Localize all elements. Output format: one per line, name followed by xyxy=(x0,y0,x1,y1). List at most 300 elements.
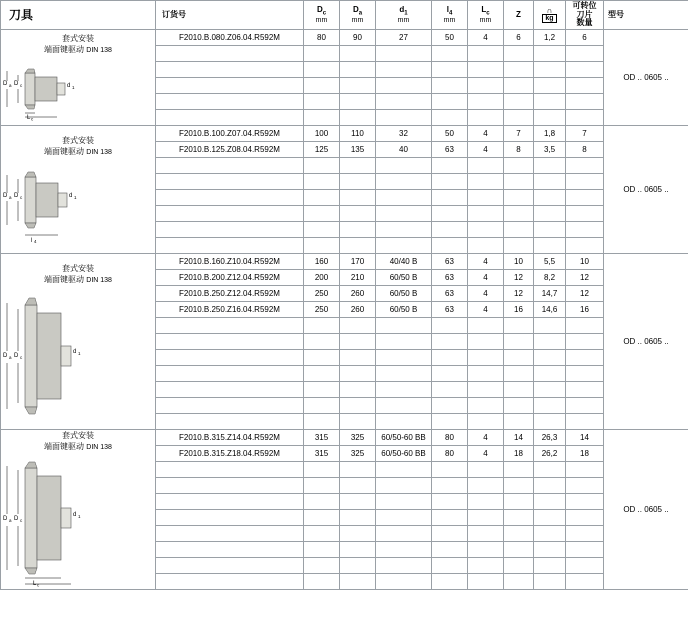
column-header-type: 型号 xyxy=(604,1,688,30)
cell-blank xyxy=(304,62,340,78)
value-dc: 125 xyxy=(304,142,340,158)
column-header-order-no: 订货号 xyxy=(156,1,304,30)
cell-blank xyxy=(504,174,534,190)
svg-text:d: d xyxy=(67,83,71,90)
cell-blank xyxy=(534,558,566,574)
order-number: F2010.B.315.Z14.04.R592M xyxy=(156,430,304,446)
value-dc: 250 xyxy=(304,286,340,302)
cell-blank xyxy=(432,398,468,414)
value-da: 110 xyxy=(340,126,376,142)
cell-blank xyxy=(468,110,504,126)
svg-text:c: c xyxy=(31,116,34,122)
value-da: 135 xyxy=(340,142,376,158)
cell-blank xyxy=(534,238,566,254)
value-l4: 50 xyxy=(432,126,468,142)
cell-blank xyxy=(156,110,304,126)
svg-text:d: d xyxy=(73,512,77,519)
cell-blank xyxy=(340,46,376,62)
table-row xyxy=(1,30,688,46)
cell-blank xyxy=(504,526,534,542)
group-type-1: OD .. 0605 .. xyxy=(604,30,688,126)
cell-blank xyxy=(566,334,604,350)
value-weight: 5,5 xyxy=(534,254,566,270)
value-z: 12 xyxy=(504,270,534,286)
page-title: 刀具 xyxy=(1,1,156,30)
cell-blank xyxy=(156,414,304,430)
cell-blank xyxy=(376,414,432,430)
cell-blank xyxy=(340,350,376,366)
cell-blank xyxy=(504,414,534,430)
cell-blank xyxy=(432,334,468,350)
cell-blank xyxy=(304,78,340,94)
value-inserts: 12 xyxy=(566,286,604,302)
value-weight: 1,2 xyxy=(534,30,566,46)
cell-blank xyxy=(156,558,304,574)
cell-blank xyxy=(340,462,376,478)
cell-blank xyxy=(376,46,432,62)
cell-blank xyxy=(432,510,468,526)
cell-blank xyxy=(432,382,468,398)
cell-blank xyxy=(534,382,566,398)
table-row xyxy=(1,254,688,270)
cell-blank xyxy=(376,478,432,494)
cell-blank xyxy=(156,574,304,590)
column-header-d1: $d_1$ mm xyxy=(376,1,432,30)
cell-blank xyxy=(376,510,432,526)
value-d1: 40/40 B xyxy=(376,254,432,270)
value-d1: 60/50-60 BB xyxy=(376,446,432,462)
cell-blank xyxy=(468,46,504,62)
cell-blank xyxy=(504,462,534,478)
cell-blank xyxy=(566,494,604,510)
cell-blank xyxy=(504,334,534,350)
cell-blank xyxy=(504,510,534,526)
cell-blank xyxy=(468,478,504,494)
cell-blank xyxy=(534,62,566,78)
cell-blank xyxy=(566,46,604,62)
value-lc: 4 xyxy=(468,142,504,158)
cell-blank xyxy=(566,398,604,414)
cell-blank xyxy=(566,350,604,366)
cell-blank xyxy=(534,158,566,174)
column-header-weight: ∩ kg xyxy=(534,1,566,30)
value-l4: 63 xyxy=(432,254,468,270)
value-z: 10 xyxy=(504,254,534,270)
cell-blank xyxy=(534,574,566,590)
cell-blank xyxy=(340,574,376,590)
svg-text:D: D xyxy=(14,193,19,200)
value-z: 16 xyxy=(504,302,534,318)
cell-blank xyxy=(566,478,604,494)
value-l4: 80 xyxy=(432,446,468,462)
value-inserts: 8 xyxy=(566,142,604,158)
svg-text:1: 1 xyxy=(72,85,75,91)
cell-blank xyxy=(468,318,504,334)
order-number: F2010.B.080.Z06.04.R592M xyxy=(156,30,304,46)
cell-blank xyxy=(432,462,468,478)
group-description-2: 套式安装 端面键驱动 DIN 138 D a D c d 1 l 4 xyxy=(1,126,156,254)
cell-blank xyxy=(304,478,340,494)
cell-blank xyxy=(534,462,566,478)
svg-text:L: L xyxy=(27,115,31,122)
cell-blank xyxy=(156,350,304,366)
value-lc: 4 xyxy=(468,430,504,446)
value-lc: 4 xyxy=(468,126,504,142)
svg-text:c: c xyxy=(20,355,23,361)
cell-blank xyxy=(566,222,604,238)
cell-blank xyxy=(432,190,468,206)
order-number: F2010.B.100.Z07.04.R592M xyxy=(156,126,304,142)
cell-blank xyxy=(504,542,534,558)
value-dc: 315 xyxy=(304,430,340,446)
cell-blank xyxy=(504,350,534,366)
cell-blank xyxy=(468,414,504,430)
value-inserts: 10 xyxy=(566,254,604,270)
cell-blank xyxy=(304,222,340,238)
cell-blank xyxy=(566,382,604,398)
svg-text:a: a xyxy=(9,355,12,361)
order-number: F2010.B.250.Z16.04.R592M xyxy=(156,302,304,318)
cell-blank xyxy=(566,462,604,478)
cell-blank xyxy=(156,542,304,558)
svg-text:1: 1 xyxy=(78,351,81,357)
svg-text:1: 1 xyxy=(78,514,81,520)
value-l4: 80 xyxy=(432,430,468,446)
cell-blank xyxy=(534,190,566,206)
cell-blank xyxy=(534,206,566,222)
cell-blank xyxy=(432,526,468,542)
cell-blank xyxy=(376,190,432,206)
cell-blank xyxy=(468,94,504,110)
value-z: 7 xyxy=(504,126,534,142)
cell-blank xyxy=(376,238,432,254)
svg-text:L: L xyxy=(33,581,37,588)
cell-blank xyxy=(340,494,376,510)
cell-blank xyxy=(340,414,376,430)
cell-blank xyxy=(432,46,468,62)
cell-blank xyxy=(566,574,604,590)
cell-blank xyxy=(504,494,534,510)
cell-blank xyxy=(340,174,376,190)
cell-blank xyxy=(376,318,432,334)
cell-blank xyxy=(534,318,566,334)
cell-blank xyxy=(376,542,432,558)
cell-blank xyxy=(468,574,504,590)
cell-blank xyxy=(340,318,376,334)
order-number: F2010.B.315.Z18.04.R592M xyxy=(156,446,304,462)
cell-blank xyxy=(156,398,304,414)
svg-text:D: D xyxy=(14,353,19,360)
cell-blank xyxy=(566,366,604,382)
value-inserts: 12 xyxy=(566,270,604,286)
cell-blank xyxy=(304,382,340,398)
figure-cutter-medium xyxy=(1,163,155,243)
svg-text:d: d xyxy=(73,349,77,356)
value-z: 14 xyxy=(504,430,534,446)
cell-blank xyxy=(566,62,604,78)
cell-blank xyxy=(432,478,468,494)
cell-blank xyxy=(156,510,304,526)
cell-blank xyxy=(534,174,566,190)
cell-blank xyxy=(340,542,376,558)
cell-blank xyxy=(156,94,304,110)
cell-blank xyxy=(534,78,566,94)
value-z: 12 xyxy=(504,286,534,302)
cell-blank xyxy=(156,206,304,222)
cell-blank xyxy=(304,366,340,382)
svg-text:4: 4 xyxy=(34,239,37,244)
cell-blank xyxy=(566,526,604,542)
cell-blank xyxy=(156,158,304,174)
cell-blank xyxy=(156,174,304,190)
cell-blank xyxy=(376,462,432,478)
cell-blank xyxy=(156,382,304,398)
cell-blank xyxy=(376,158,432,174)
svg-text:c: c xyxy=(20,195,23,201)
value-lc: 4 xyxy=(468,286,504,302)
cell-blank xyxy=(468,190,504,206)
cell-blank xyxy=(566,110,604,126)
cell-blank xyxy=(534,414,566,430)
order-number: F2010.B.160.Z10.04.R592M xyxy=(156,254,304,270)
cell-blank xyxy=(156,46,304,62)
value-l4: 63 xyxy=(432,142,468,158)
cell-blank xyxy=(566,78,604,94)
value-d1: 60/50 B xyxy=(376,302,432,318)
cell-blank xyxy=(534,222,566,238)
cell-blank xyxy=(468,494,504,510)
cell-blank xyxy=(534,478,566,494)
cell-blank xyxy=(566,542,604,558)
cell-blank xyxy=(304,558,340,574)
cell-blank xyxy=(566,414,604,430)
cell-blank xyxy=(504,78,534,94)
value-z: 6 xyxy=(504,30,534,46)
cell-blank xyxy=(376,78,432,94)
cell-blank xyxy=(432,574,468,590)
value-da: 325 xyxy=(340,430,376,446)
cell-blank xyxy=(432,94,468,110)
column-header-l4: $l_4$ mm xyxy=(432,1,468,30)
cell-blank xyxy=(156,222,304,238)
svg-text:D: D xyxy=(3,81,8,88)
cell-blank xyxy=(340,238,376,254)
value-lc: 4 xyxy=(468,270,504,286)
cell-blank xyxy=(468,174,504,190)
cell-blank xyxy=(304,318,340,334)
value-dc: 315 xyxy=(304,446,340,462)
value-dc: 160 xyxy=(304,254,340,270)
cell-blank xyxy=(376,526,432,542)
cell-blank xyxy=(504,222,534,238)
cell-blank xyxy=(340,206,376,222)
table-row xyxy=(1,126,688,142)
value-l4: 50 xyxy=(432,30,468,46)
value-inserts: 14 xyxy=(566,430,604,446)
cell-blank xyxy=(156,494,304,510)
cell-blank xyxy=(304,398,340,414)
cell-blank xyxy=(340,62,376,78)
order-number: F2010.B.200.Z12.04.R592M xyxy=(156,270,304,286)
cell-blank xyxy=(432,206,468,222)
value-d1: 60/50 B xyxy=(376,270,432,286)
group-type-4: OD .. 0605 .. xyxy=(604,430,688,590)
cell-blank xyxy=(432,494,468,510)
cell-blank xyxy=(304,206,340,222)
cell-blank xyxy=(504,190,534,206)
cell-blank xyxy=(566,158,604,174)
cell-blank xyxy=(566,190,604,206)
cell-blank xyxy=(376,382,432,398)
cell-blank xyxy=(566,510,604,526)
group-description-1: 套式安装 端面键驱动 DIN 138 D a D c d 1 L c xyxy=(1,30,156,126)
group-type-2: OD .. 0605 .. xyxy=(604,126,688,254)
svg-text:c: c xyxy=(37,582,40,588)
value-d1: 60/50 B xyxy=(376,286,432,302)
cell-blank xyxy=(504,62,534,78)
cell-blank xyxy=(340,510,376,526)
cell-blank xyxy=(304,574,340,590)
value-weight: 3,5 xyxy=(534,142,566,158)
cell-blank xyxy=(432,542,468,558)
cell-blank xyxy=(156,62,304,78)
value-weight: 26,2 xyxy=(534,446,566,462)
value-lc: 4 xyxy=(468,302,504,318)
cell-blank xyxy=(432,366,468,382)
cell-blank xyxy=(340,94,376,110)
value-lc: 4 xyxy=(468,30,504,46)
cell-blank xyxy=(468,206,504,222)
value-da: 260 xyxy=(340,286,376,302)
cell-blank xyxy=(340,382,376,398)
cell-blank xyxy=(376,222,432,238)
cell-blank xyxy=(156,78,304,94)
value-weight: 8,2 xyxy=(534,270,566,286)
cell-blank xyxy=(376,574,432,590)
order-number: F2010.B.125.Z08.04.R592M xyxy=(156,142,304,158)
cell-blank xyxy=(304,542,340,558)
value-inserts: 6 xyxy=(566,30,604,46)
svg-text:a: a xyxy=(9,195,12,201)
cell-blank xyxy=(566,238,604,254)
column-header-lc: $L_c$ mm xyxy=(468,1,504,30)
svg-text:D: D xyxy=(3,353,8,360)
cell-blank xyxy=(156,478,304,494)
value-inserts: 7 xyxy=(566,126,604,142)
cell-blank xyxy=(376,334,432,350)
svg-text:1: 1 xyxy=(74,195,77,201)
cell-blank xyxy=(504,94,534,110)
cell-blank xyxy=(156,462,304,478)
value-l4: 63 xyxy=(432,302,468,318)
value-weight: 1,8 xyxy=(534,126,566,142)
value-l4: 63 xyxy=(432,286,468,302)
group-description-4: 套式安装 端面键驱动 DIN 138 D a D c d 1 L c xyxy=(1,430,156,590)
cell-blank xyxy=(566,558,604,574)
cell-blank xyxy=(504,398,534,414)
cell-blank xyxy=(504,158,534,174)
table-header-row xyxy=(1,1,688,30)
value-lc: 4 xyxy=(468,254,504,270)
value-d1: 60/50-60 BB xyxy=(376,430,432,446)
cell-blank xyxy=(432,558,468,574)
cell-blank xyxy=(504,238,534,254)
cell-blank xyxy=(304,46,340,62)
svg-text:d: d xyxy=(69,193,73,200)
cell-blank xyxy=(304,494,340,510)
cell-blank xyxy=(534,510,566,526)
value-z: 8 xyxy=(504,142,534,158)
cell-blank xyxy=(432,110,468,126)
cell-blank xyxy=(468,222,504,238)
cell-blank xyxy=(156,190,304,206)
group-description-3: 套式安装 端面键驱动 DIN 138 D a D c d 1 xyxy=(1,254,156,430)
cell-blank xyxy=(376,398,432,414)
value-weight: 14,7 xyxy=(534,286,566,302)
value-d1: 40 xyxy=(376,142,432,158)
value-da: 90 xyxy=(340,30,376,46)
cell-blank xyxy=(504,366,534,382)
cell-blank xyxy=(504,206,534,222)
svg-text:D: D xyxy=(14,516,19,523)
value-dc: 80 xyxy=(304,30,340,46)
cell-blank xyxy=(504,478,534,494)
cell-blank xyxy=(304,94,340,110)
cell-blank xyxy=(468,526,504,542)
value-dc: 100 xyxy=(304,126,340,142)
cell-blank xyxy=(504,46,534,62)
cell-blank xyxy=(156,238,304,254)
cell-blank xyxy=(432,62,468,78)
cell-blank xyxy=(156,366,304,382)
cell-blank xyxy=(534,334,566,350)
svg-text:D: D xyxy=(3,193,8,200)
value-weight: 26,3 xyxy=(534,430,566,446)
cell-blank xyxy=(534,526,566,542)
cell-blank xyxy=(432,222,468,238)
cell-blank xyxy=(468,158,504,174)
value-lc: 4 xyxy=(468,446,504,462)
cell-blank xyxy=(468,382,504,398)
cell-blank xyxy=(304,190,340,206)
cell-blank xyxy=(304,510,340,526)
value-inserts: 18 xyxy=(566,446,604,462)
cell-blank xyxy=(340,478,376,494)
value-inserts: 16 xyxy=(566,302,604,318)
value-weight: 14,6 xyxy=(534,302,566,318)
cell-blank xyxy=(376,558,432,574)
cell-blank xyxy=(504,110,534,126)
cell-blank xyxy=(340,110,376,126)
cell-blank xyxy=(468,334,504,350)
cell-blank xyxy=(468,542,504,558)
cell-blank xyxy=(304,462,340,478)
cell-blank xyxy=(304,238,340,254)
cell-blank xyxy=(534,110,566,126)
cell-blank xyxy=(340,190,376,206)
cell-blank xyxy=(432,174,468,190)
cell-blank xyxy=(376,350,432,366)
svg-text:a: a xyxy=(9,518,12,524)
cell-blank xyxy=(534,94,566,110)
cell-blank xyxy=(376,494,432,510)
cell-blank xyxy=(504,574,534,590)
svg-text:D: D xyxy=(14,81,19,88)
cell-blank xyxy=(376,62,432,78)
cell-blank xyxy=(504,558,534,574)
cell-blank xyxy=(340,78,376,94)
cell-blank xyxy=(376,366,432,382)
